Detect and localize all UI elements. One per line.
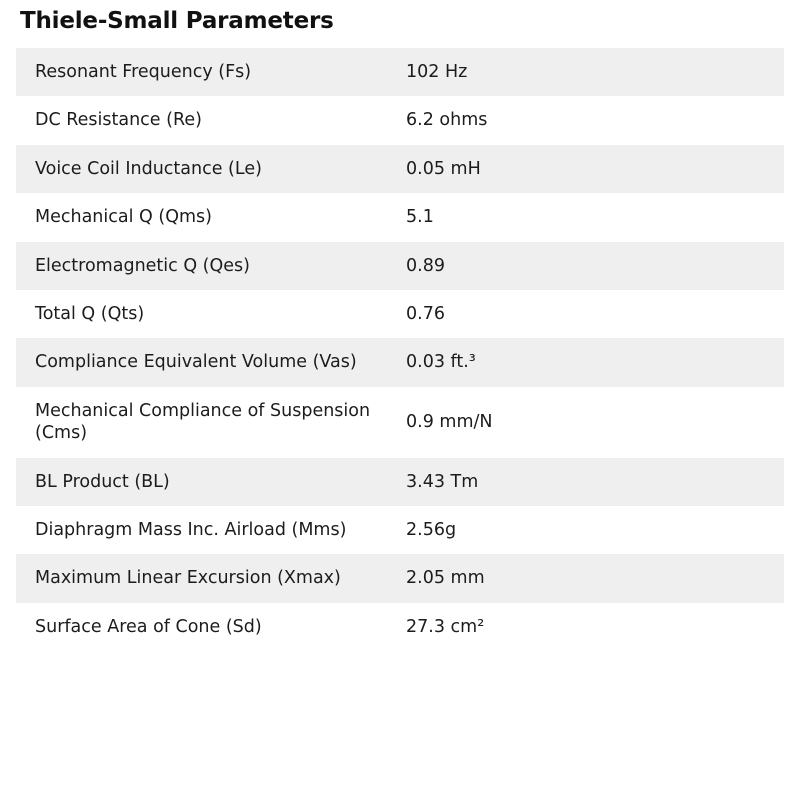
parameter-value: 102 Hz — [402, 48, 784, 96]
table-row — [16, 458, 784, 506]
table-row — [16, 145, 784, 193]
parameter-value: 6.2 ohms — [402, 96, 784, 144]
parameter-label: Compliance Equivalent Volume (Vas) — [16, 338, 402, 386]
parameter-value: 0.76 — [402, 290, 784, 338]
parameter-label: DC Resistance (Re) — [16, 96, 402, 144]
parameter-label: Total Q (Qts) — [16, 290, 402, 338]
parameter-value: 3.43 Tm — [402, 458, 784, 506]
thiele-small-parameters-table — [16, 48, 784, 651]
table-row — [16, 242, 784, 290]
parameter-value: 0.03 ft.³ — [402, 338, 784, 386]
parameter-label: Diaphragm Mass Inc. Airload (Mms) — [16, 506, 402, 554]
table-row — [16, 387, 784, 458]
parameter-value: 2.56g — [402, 506, 784, 554]
table-row — [16, 48, 784, 96]
parameter-value: 0.05 mH — [402, 145, 784, 193]
parameter-label: Resonant Frequency (Fs) — [16, 48, 402, 96]
parameter-value: 0.9 mm/N — [402, 387, 784, 458]
table-row — [16, 290, 784, 338]
parameter-value: 0.89 — [402, 242, 784, 290]
table-row — [16, 554, 784, 602]
table-row — [16, 603, 784, 651]
table-body — [16, 48, 784, 651]
parameter-value: 5.1 — [402, 193, 784, 241]
table-row — [16, 506, 784, 554]
parameter-label: Mechanical Compliance of Suspension (Cms) — [16, 387, 402, 458]
parameter-label: Maximum Linear Excursion (Xmax) — [16, 554, 402, 602]
table-row — [16, 193, 784, 241]
page-title: Thiele-Small Parameters — [20, 8, 334, 34]
parameter-label: BL Product (BL) — [16, 458, 402, 506]
table-row — [16, 96, 784, 144]
parameter-value: 27.3 cm² — [402, 603, 784, 651]
parameter-label: Electromagnetic Q (Qes) — [16, 242, 402, 290]
parameter-label: Mechanical Q (Qms) — [16, 193, 402, 241]
parameter-value: 2.05 mm — [402, 554, 784, 602]
table-row — [16, 338, 784, 386]
parameter-label: Surface Area of Cone (Sd) — [16, 603, 402, 651]
parameter-label: Voice Coil Inductance (Le) — [16, 145, 402, 193]
